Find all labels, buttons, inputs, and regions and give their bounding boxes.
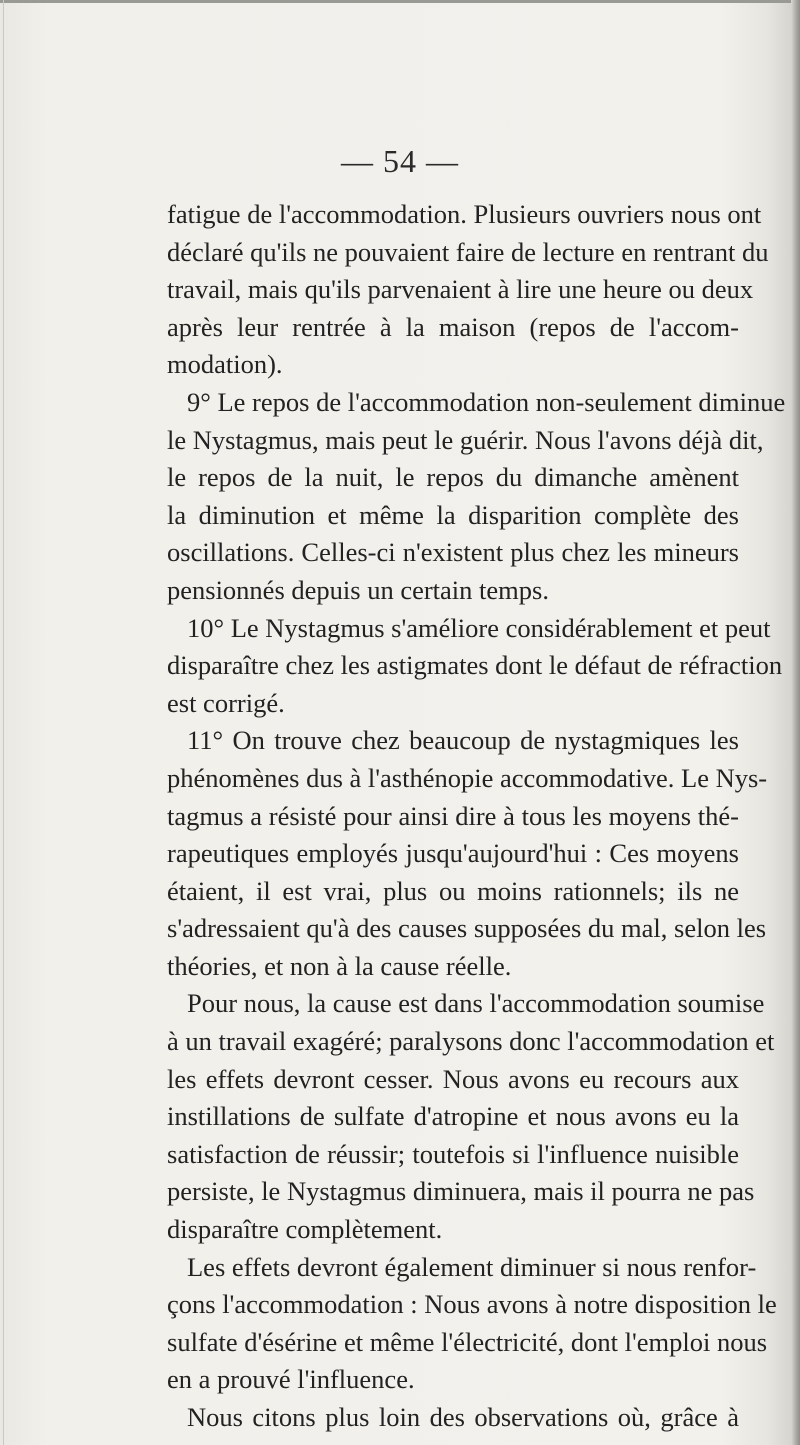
- paragraph-start-line: 10° Le Nystagmus s'améliore considérablement et peut: [187, 612, 771, 643]
- text-line: persiste, le Nystagmus diminuera, mais il pourra ne pas: [167, 1176, 755, 1207]
- text-line: pensionnés depuis un certain temps.: [167, 574, 549, 605]
- page-number: — 54 —: [341, 143, 459, 179]
- paragraph-start-line: 9° Le repos de l'accommodation non-seulement diminue: [187, 386, 786, 417]
- text-line: les effets devront cesser. Nous avons eu recours aux: [167, 1063, 739, 1094]
- page-right-edge-shadow: [791, 0, 800, 1445]
- page-top-edge: [0, 0, 800, 3]
- text-line: théories, et non à la cause réelle.: [167, 950, 512, 981]
- text-line: satisfaction de réussir; toutefois si l'influence nuisible: [167, 1138, 739, 1169]
- text-line: après leur rentrée à la maison (repos de l'accom-: [167, 311, 739, 342]
- text-line: le repos de la nuit, le repos du dimanche amènent: [167, 462, 739, 493]
- text-line: sulfate d'ésérine et même l'électricité, dont l'emploi nous: [167, 1326, 768, 1357]
- text-line: est corrigé.: [167, 687, 285, 718]
- paragraph-start-line: Pour nous, la cause est dans l'accommodation soumise: [187, 988, 765, 1019]
- text-line: étaient, il est vrai, plus ou moins rationnels; ils ne: [167, 875, 739, 906]
- text-line: fatigue de l'accommodation. Plusieurs ouvriers nous ont: [167, 199, 762, 229]
- text-line: en a prouvé l'influence.: [167, 1364, 415, 1395]
- text-line: çons l'accommodation : Nous avons à notre disposition le: [167, 1289, 777, 1320]
- text-line: le Nystagmus, mais peut le guérir. Nous l'avons déjà dit,: [167, 424, 764, 455]
- text-line: à un travail exagéré; paralysons donc l'accommodation et: [167, 1026, 775, 1057]
- text-line: s'adressaient qu'à des causes supposées du mal, selon les: [167, 913, 767, 944]
- text-line: tagmus a résisté pour ainsi dire à tous les moyens thé-: [167, 800, 739, 831]
- text-line: disparaître chez les astigmates dont le défaut de réfraction: [167, 650, 783, 681]
- text-line: instillations de sulfate d'atropine et nous avons eu la: [167, 1101, 739, 1132]
- body-text: [167, 196, 786, 1437]
- text-line: déclaré qu'ils ne pouvaient faire de lecture en rentrant du: [167, 236, 769, 267]
- text-line: phénomènes dus à l'asthénopie accommodative. Le Nys-: [167, 762, 768, 793]
- paragraph-start-line: Nous citons plus loin des observations où, grâce à: [187, 1402, 739, 1432]
- text-line: travail, mais qu'ils parvenaient à lire une heure ou deux: [167, 274, 754, 305]
- text-line: oscillations. Celles-ci n'existent plus chez les mineurs: [167, 537, 739, 568]
- text-line: la diminution et même la disparition complète des: [167, 499, 739, 530]
- paragraph-start-line: Les effets devront également diminuer si nous renfor-: [187, 1251, 757, 1282]
- page-left-edge: [3, 0, 4, 1445]
- paragraph-start-line: 11° On trouve chez beaucoup de nystagmiques les: [187, 725, 739, 756]
- text-line: modation).: [167, 349, 283, 380]
- text-line: disparaître complètement.: [167, 1214, 443, 1245]
- text-line: rapeutiques employés jusqu'aujourd'hui : Ces moyens: [167, 838, 739, 869]
